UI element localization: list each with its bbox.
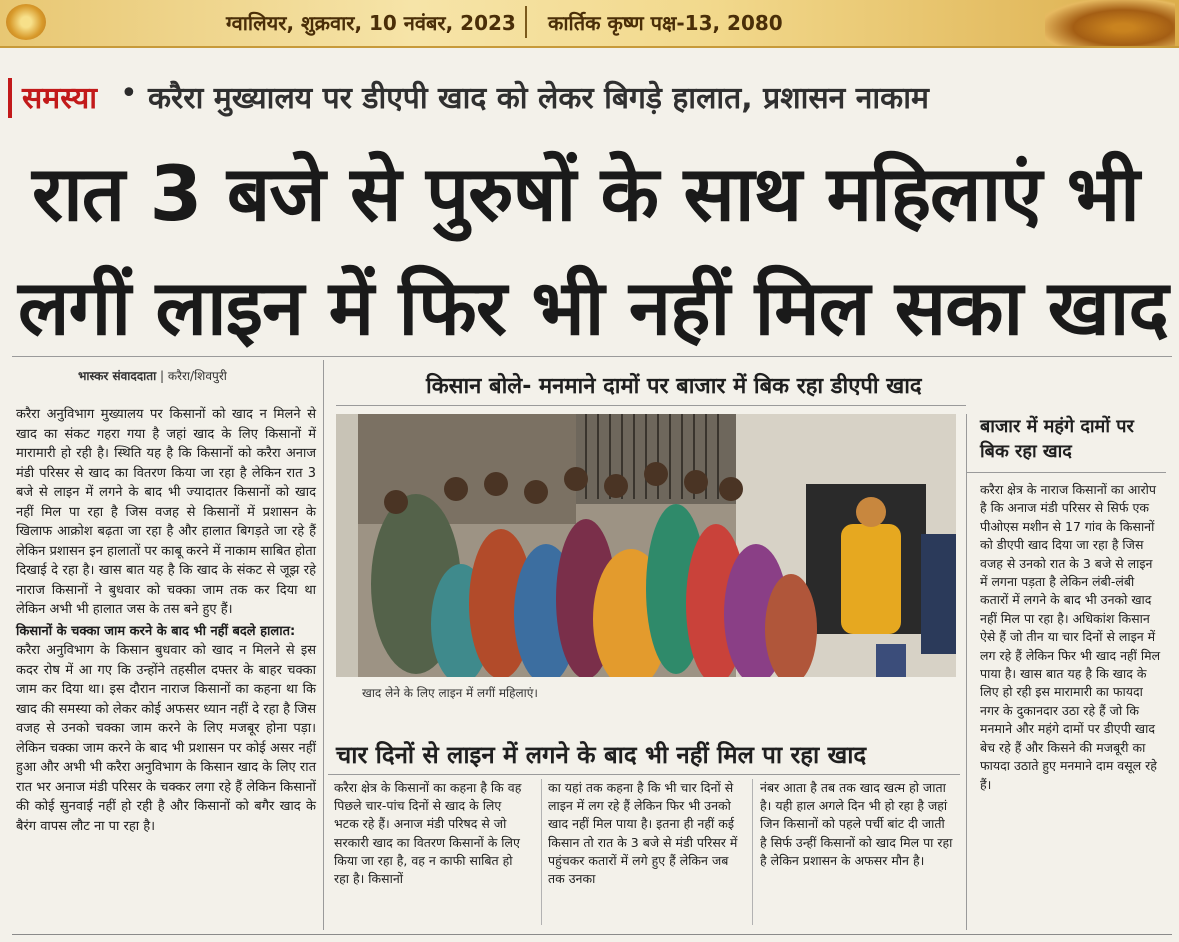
- bottom-rule: [12, 934, 1172, 935]
- section2-col-divider: [541, 779, 542, 925]
- section2-title: चार दिनों से लाइन में लगने के बाद भी नहीं मिल पा रहा खाद: [336, 741, 867, 769]
- sidebar-title: बाजार में महंगे दामों पर बिक रहा खाद: [966, 414, 1166, 473]
- section2-rule: [328, 774, 960, 775]
- news-photo: [336, 414, 956, 677]
- lamp-ornament-icon: [1045, 0, 1175, 46]
- date-separator: [525, 6, 527, 38]
- panchang-date: कार्तिक कृष्ण पक्ष-13, 2080: [548, 11, 783, 35]
- byline: भास्कर संवाददाता | करैरा/शिवपुरी: [78, 369, 227, 383]
- story-paragraph-2: करैरा अनुविभाग के किसान बुधवार को खाद न मिलने से इस कदर रोष में आ गए कि उन्होंने तहसील दफ्तर के बाहर चक्का जाम कर दिया था। इस दौरान नाराज किसानों का कहना था कि खाद की समस्या को लेकर कोई अफसर ध्यान नहीं दे रहा है जिस वजह से उनको चक्का जाम करने के लिए मजबूर होना पड़ा। लेकिन चक्का जाम करने के बाद भी प्रशासन पर कोई असर नहीं हुआ और अभी भी करैरा अनुविभाग के किसान खाद के लिए रात रात भर अनाज मंडी परिसर के चक्कर लगा रहे हैं लेकिन किसानों की कोई सुनवाई नहीं हो रही है और किसानों को बगैर खाद के बैरंग वापस लौट ना पा रहा है।: [16, 643, 316, 834]
- byline-reporter: भास्कर संवाददाता: [78, 369, 157, 383]
- masthead-date-bar: [0, 0, 1179, 48]
- diya-ornament-icon: [6, 4, 46, 40]
- main-story-column: [16, 405, 316, 836]
- subheadline: करैरा मुख्यालय पर डीएपी खाद को लेकर बिगड़े हालात, प्रशासन नाकाम: [148, 81, 929, 116]
- section2-column-1: करैरा क्षेत्र के किसानों का कहना है कि वह पिछले चार-पांच दिनों से खाद के लिए भटक रहे हैं। अनाज मंडी परिषद से जो सरकारी खाद का वितरण किसानों के लिए किया जा रहा है, वह न काफी साबित हो रहा है। किसानों: [334, 780, 522, 887]
- sidebar-box: [966, 414, 1166, 794]
- photo-caption: खाद लेने के लिए लाइन में लगीं महिलाएं।: [362, 686, 538, 700]
- byline-location: करैरा/शिवपुरी: [167, 369, 227, 383]
- kicker-accent-bar: [8, 78, 12, 118]
- section2-column-3: नंबर आता है तब तक खाद खत्म हो जाता है। यही हाल अगले दिन भी हो रहा है जहां जिन किसानों को पहले पर्ची बांट दी जाती है सिर्फ उन्हीं किसानों को खाद मिल पा रहा है लेकिन प्रशासन के अफसर मौन है।: [760, 780, 953, 868]
- kicker-bullet: •: [120, 76, 138, 111]
- crowd-photo-illustration: [336, 414, 956, 677]
- photo-section-title: किसान बोले- मनमाने दामों पर बाजार में बिक रहा डीएपी खाद: [426, 374, 922, 399]
- column-divider: [323, 360, 324, 930]
- divider-rule: [12, 356, 1172, 357]
- section2-column-2: का यहां तक कहना है कि भी चार दिनों से लाइन में लग रहे हैं लेकिन फिर भी उनको खाद नहीं मिल पाया है। इतना ही नहीं कई किसान तो रात के 3 बजे से मंडी परिसर में पहुंचकर कतारों में लगे हुए हैं लेकिन जब तक उनका: [548, 780, 738, 887]
- kicker-label: समस्या: [22, 81, 98, 116]
- section2-col-divider: [752, 779, 753, 925]
- photo-title-rule: [336, 405, 966, 406]
- story-paragraph-1: करैरा अनुविभाग मुख्यालय पर किसानों को खाद न मिलने से खाद का संकट गहरा गया है जहां खाद के लिए किसानों में मारामारी हो रही है। स्थिति यह है कि किसानों को करैरा अनाज मंडी परिसर से खाद का वितरण किया जा रहा है लेकिन रात 3 बजे से लाइन में लगने के बाद भी ज्यादातर किसानों को खाद नहीं मिल पा रहा है जिस वजह से किसानों में प्रशासन के खिलाफ आक्रोश बढ़ता जा रहा है और हालात बिगड़ते जा रहे हैं लेकिन प्रशासन इन हालातों पर काबू करने में नाकाम साबित होता दिखाई दे रहा है। खास बात यह है कि खाद के संकट से जूझ रहे नाराज किसानों ने बुधवार को चक्का जाम तक कर दिया था लेकिन अभी भी हालात जस के तस बने हुए हैं।: [16, 407, 317, 617]
- sidebar-body: करैरा क्षेत्र के नाराज किसानों का आरोप है कि अनाज मंडी परिसर से सिर्फ एक पीओएस मशीन से 17 गांव के किसानों को डीएपी खाद दिया जा रहा है जिस वजह से उनको रात के 3 बजे से लाइन में लगना पड़ता है लेकिन लंबी-लंबी कतारों में लगने के बाद भी उनको खाद नहीं मिल पा रहा है। अधिकांश किसान ऐसे हैं जो तीन या चार दिनों से लाइन में लग रहे हैं लेकिन फिर भी खाद नहीं मिल पाया है। खास बात यह है कि खाद के लिए हो रही इस मारामारी का फायदा नगर के दुकानदार उठा रहे हैं जो कि मनमाने और महंगे दामों पर डीएपी खाद बेच रहे हैं और किसने की मजबूरी का फायदा उठाते हुए मनमाने दाम वसूल रहे हैं।: [980, 482, 1161, 792]
- headline-line-1: रात 3 बजे से पुरुषों के साथ महिलाएं भी: [32, 149, 1139, 238]
- headline-line-2: लगीं लाइन में फिर भी नहीं मिल सका खाद: [18, 263, 1168, 352]
- story-subhead: किसानों के चक्का जाम करने के बाद भी नहीं बदले हालात:: [16, 623, 296, 639]
- edition-date: ग्वालियर, शुक्रवार, 10 नवंबर, 2023: [226, 11, 516, 35]
